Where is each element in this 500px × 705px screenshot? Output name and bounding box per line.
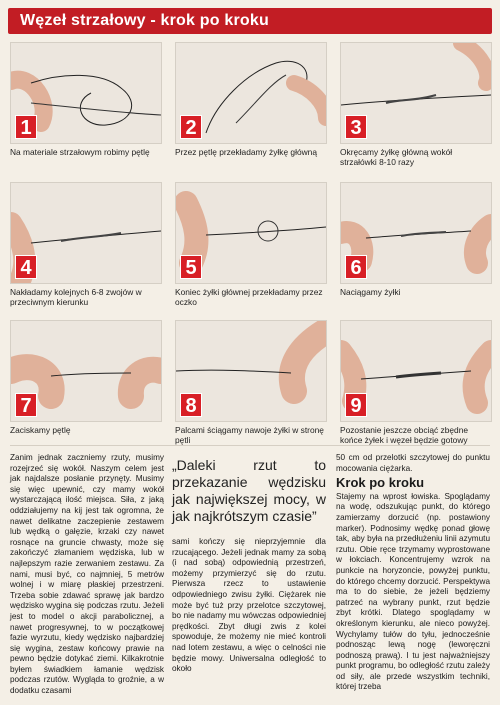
step-number-badge: 3 xyxy=(345,115,367,139)
pull-quote: „Daleki rzut to przekazanie wędzisku jak największej mocy, w jak najkrótszym czasie” xyxy=(172,457,326,524)
article-body xyxy=(10,453,490,703)
paragraph: sami kończy się nieprzyjemnie dla rzucającego. Jeżeli jednak mamy za sobą (i nad sobą) odpowiednią przestrzeń, możemy przymierzyć się do rzutu. Pierwsza rzecz to ustawienie odpowiedniego zwisu żyłki. Ciężarek nie może być tuż przy przelotce szczytowej, bo nie nadamy mu wówczas odpowiedniej prędkości. Zbyt długi zwis z kolei spowoduje, że możemy nie mieć kontroli nad lotem zestawu, a więc o celności nie będzie mowy. Uniwersalna odległość to około xyxy=(172,537,326,674)
step-caption: Koniec żyłki głównej przekładamy przez oczko xyxy=(175,287,323,307)
step-number-badge: 4 xyxy=(15,255,37,279)
step-caption: Na materiale strzałowym robimy pętlę xyxy=(10,147,150,157)
step-caption: Zaciskamy pętlę xyxy=(10,425,71,435)
step-caption: Naciągamy żyłki xyxy=(340,287,401,297)
step-number-badge: 5 xyxy=(180,255,202,279)
header-bar xyxy=(8,8,492,34)
step-number-badge: 2 xyxy=(180,115,202,139)
step-photo xyxy=(340,320,492,422)
step-photo xyxy=(10,182,162,284)
step-caption: Okręcamy żyłkę główną wokół strzałówki 8-10 razy xyxy=(340,147,453,167)
paragraph: 50 cm od przelotki szczytowej do punktu mocowania ciężarka. xyxy=(336,453,490,473)
step-caption: Nakładamy kolejnych 6-8 zwojów w przeciwnym kierunku xyxy=(10,287,142,307)
step-9 xyxy=(340,320,490,445)
step-number-badge: 8 xyxy=(180,393,202,417)
step-caption: Pozostanie jeszcze obciąć zbędne końce żyłek i węzeł będzie gotowy xyxy=(340,425,469,445)
article-column-3 xyxy=(336,453,490,693)
step-photo xyxy=(175,42,327,144)
step-1 xyxy=(10,42,160,157)
step-6 xyxy=(340,182,490,297)
step-photo xyxy=(340,42,492,144)
section-heading: Krok po kroku xyxy=(336,475,425,491)
article-column-2 xyxy=(172,453,326,675)
step-photo xyxy=(10,320,162,422)
step-number-badge: 1 xyxy=(15,115,37,139)
step-2 xyxy=(175,42,325,157)
step-photo xyxy=(10,42,162,144)
step-4 xyxy=(10,182,160,307)
step-photo xyxy=(340,182,492,284)
step-number-badge: 6 xyxy=(345,255,367,279)
step-photo xyxy=(175,320,327,422)
step-caption: Palcami ściągamy nawoje żyłki w stronę pętli xyxy=(175,425,324,445)
step-number-badge: 7 xyxy=(15,393,37,417)
step-photo xyxy=(175,182,327,284)
section-divider xyxy=(10,445,490,446)
step-7 xyxy=(10,320,160,435)
step-number-badge: 9 xyxy=(345,393,367,417)
step-8 xyxy=(175,320,325,445)
article-column-1 xyxy=(10,453,164,697)
paragraph: Zanim jednak zaczniemy rzuty, musimy rozejrzeć się wokół. Naszym celem jest jak najdalsze posłanie przynęty. Musimy się więc upewnić, czy mamy wokół wystarczającą ilość miejsca. Siła, z jaką oddziałujemy na kij jest tak ogromna, że nawet delikatne zaczepienie zestawem lub wędką o gałęzie, krzaki czy nawet rosnące na gruncie chwasty, może się zakończyć złamaniem wędziska, lub w najlepszym razie zerwaniem zestawu. Za nami, musi być, co najmniej, 5 metrów wolnej i w miarę płaskiej przestrzeni. Trzeba sobie zdawać sprawę jak bardzo wędzisko wygina się podczas rzutu. Jeżeli jest to model o akcji parabolicznej, a nawet progresywnej, to w początkowej fazie wyrzutu, kiedy wędzisko najbardziej się wygina, zestaw końcowy prawie na pewno będzie dotykać ziemi. Kilkakrotnie byłem świadkiem łamanie wędzisk podczas rzutów. Wygląda to groźnie, a w dodatku czasami xyxy=(10,453,164,696)
step-caption: Przez pętlę przekładamy żyłkę główną xyxy=(175,147,317,157)
paragraph: Stajemy na wprost łowiska. Spoglądamy na wodę, odszukując punkt, do którego zamierzamy dorzucić (np. postawiony marker). Podnosimy wędkę ponad głowę tak, aby była na przedłużeniu linii azymutu rzutu. Obie ręce trzymamy wyprostowane w łokciach. Koncentrujemy wzrok na punkcie na horyzoncie, powyżej punktu, do którego chcemy dorzucić. Perspektywa ma to do siebie, że jeżeli będziemy patrzeć na wybrany punkt, rzut będzie zbyt krótki. Dlatego spoglądamy w określonym kierunku, ale nieco powyżej. Wychylamy tułów do tyłu, jednocześnie podnosząc lewą nogę (leworęczni podnoszą prawą). I tu jest najważniejszy punkt programu, bo odległość rzutu zależy od siły, ale przede wszystkim techniki, której trzeba xyxy=(336,491,490,692)
step-5 xyxy=(175,182,325,307)
page-title: Węzeł strzałowy - krok po kroku xyxy=(20,12,269,29)
step-3 xyxy=(340,42,490,167)
